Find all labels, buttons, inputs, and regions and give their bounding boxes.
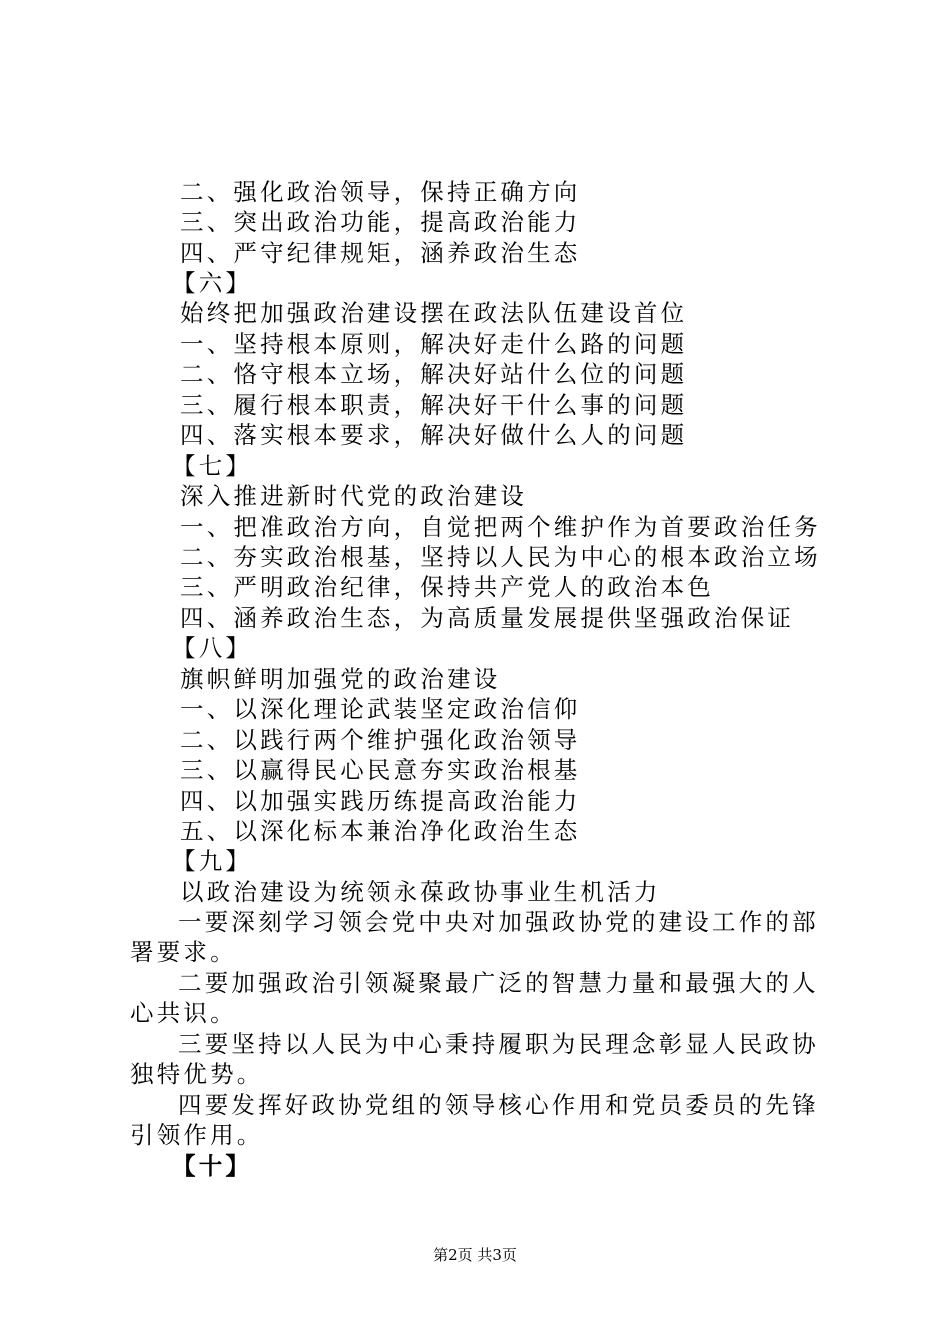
text-line: 三、严明政治纪律，保持共产党人的政治本色 xyxy=(180,573,714,601)
section-title: 始终把加强政治建设摆在政法队伍建设首位 xyxy=(180,299,688,327)
text-line: 四、严守纪律规矩，涵养政治生态 xyxy=(180,239,581,267)
text-line: 二、强化政治领导，保持正确方向 xyxy=(180,178,581,206)
text-line: 二、以践行两个维护强化政治领导 xyxy=(180,726,581,754)
section-title: 旗帜鲜明加强党的政治建设 xyxy=(180,665,501,693)
paragraph: 三要坚持以人民为中心秉持履职为民理念彰显人民政协独特优势。 xyxy=(130,1030,819,1088)
section-heading: 【十】 xyxy=(172,1152,253,1180)
text-line: 三、以赢得民心民意夯实政治根基 xyxy=(180,756,581,784)
text-line: 一、把准政治方向，自觉把两个维护作为首要政治任务 xyxy=(180,513,821,541)
section-title: 深入推进新时代党的政治建设 xyxy=(180,482,528,510)
text-line: 四、落实根本要求，解决好做什么人的问题 xyxy=(180,421,688,449)
section-heading: 【八】 xyxy=(172,634,253,662)
text-line: 四、以加强实践历练提高政治能力 xyxy=(180,787,581,815)
section-title: 以政治建设为统领永葆政协事业生机活力 xyxy=(180,878,661,906)
paragraph: 一要深刻学习领会党中央对加强政协党的建设工作的部署要求。 xyxy=(130,908,819,966)
text-line: 三、突出政治功能，提高政治能力 xyxy=(180,208,581,236)
section-heading: 【七】 xyxy=(172,452,253,480)
section-heading: 【六】 xyxy=(172,269,253,297)
paragraph: 二要加强政治引领凝聚最广泛的智慧力量和最强大的人心共识。 xyxy=(130,969,819,1027)
text-line: 一、坚持根本原则，解决好走什么路的问题 xyxy=(180,330,688,358)
page-footer: 第2页 共3页 xyxy=(433,1246,517,1264)
text-line: 一、以深化理论武装坚定政治信仰 xyxy=(180,695,581,723)
text-line: 二、恪守根本立场，解决好站什么位的问题 xyxy=(180,360,688,388)
paragraph: 四要发挥好政协党组的领导核心作用和党员委员的先锋引领作用。 xyxy=(130,1091,819,1149)
text-line: 四、涵养政治生态，为高质量发展提供坚强政治保证 xyxy=(180,604,795,632)
section-heading: 【九】 xyxy=(172,847,253,875)
text-line: 三、履行根本职责，解决好干什么事的问题 xyxy=(180,391,688,419)
text-line: 五、以深化标本兼治净化政治生态 xyxy=(180,817,581,845)
text-line: 二、夯实政治根基，坚持以人民为中心的根本政治立场 xyxy=(180,543,821,571)
